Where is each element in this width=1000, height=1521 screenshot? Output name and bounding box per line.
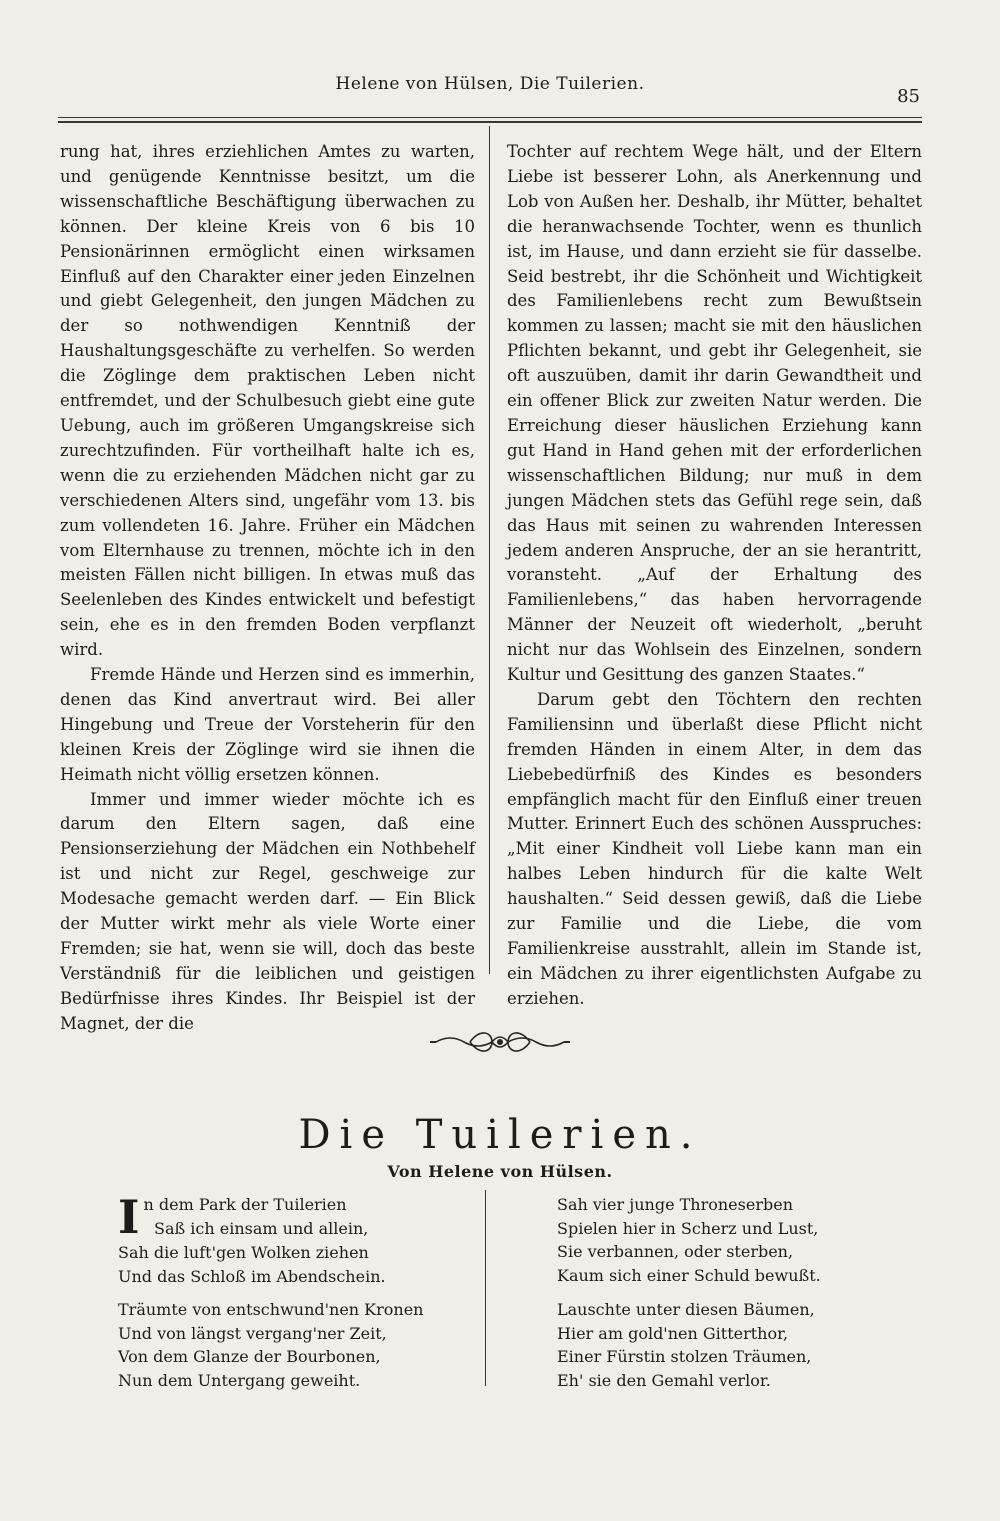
poem-line: Kaum sich einer Schuld bewußt. bbox=[557, 1265, 821, 1285]
poem-title: Die Tuilerien. bbox=[298, 1112, 702, 1158]
poem-stanza bbox=[118, 1190, 386, 1288]
poem-line: Und das Schloß im Abendschein. bbox=[118, 1266, 386, 1286]
poem-line: Sah die luft'gen Wolken ziehen bbox=[118, 1243, 369, 1262]
scroll-flourish-icon bbox=[430, 1022, 570, 1062]
poem-stanza bbox=[557, 1193, 821, 1287]
article-paragraph: Tochter auf rechtem Wege hält, und der Eltern Liebe ist besserer Lohn, als Anerkennung und Lob von Außen her. Deshalb, ihr Mütter, behaltet die heranwachsende Tochter, wenn es thunlich ist, im Hause, und dann erzieht sie für dasselbe. Seid bestrebt, ihr die Schönheit und Wichtigkeit des Familienlebens recht zum Bewußtsein kommen zu lassen; macht sie mit den häuslichen Pflichten bekannt, und gebt ihr Gelegenheit, sie oft auszuüben, damit ihr darin Gewandtheit und ein offener Blick zur zweiten Natur werden. Die Erreichung dieser häuslichen Erziehung kann gut Hand in Hand gehen mit der erforderlichen wissenschaftlichen Bildung; nur muß in dem jungen Mädchen stets das Gefühl rege sein, daß das Haus mit seinen zu wahrenden Interessen jedem anderen Anspruche, der an sie herantritt, voransteht. „Auf der Erhaltung des Familienlebens,“ das haben hervorragende Männer der Neuzeit oft wiederholt, „beruht nicht nur das Wohlsein des Einzelnen, sondern Kultur und Gesittung des ganzen Staates.“ bbox=[507, 142, 922, 685]
poem-line: Von dem Glanze der Bourbonen, bbox=[118, 1347, 381, 1366]
article-paragraph: Immer und immer wieder möchte ich es darum den Eltern sagen, daß eine Pensionserziehung der Mädchen ein Nothbehelf ist und nicht zur Regel, geschweige zur Modesache gemacht werden darf. — Ein Blick der Mutter wirkt mehr als viele Worte einer Fremden; sie hat, wenn sie will, doch das beste Verständniß für die leiblichen und geistigen Bedürfnisse ihres Kindes. Ihr Beispiel ist der Magnet, der die bbox=[60, 789, 475, 1033]
article-right-column bbox=[507, 140, 922, 1012]
poem-line: Hier am gold'nen Gitterthor, bbox=[557, 1323, 789, 1343]
page-number: 85 bbox=[897, 86, 920, 107]
running-title: Helene von Hülsen, Die Tuilerien. bbox=[335, 74, 645, 94]
article-paragraph: Darum gebt den Töchtern den rechten Familiensinn und überlaßt diese Pflicht nicht fremden Händen in einem Alter, in dem das Liebebedürfniß des Kindes es besonders empfänglich macht für den Einfluß einer treuen Mutter. Erinnert Euch des schönen Ausspruches: „Mit einer Kindheit voll Liebe kann man ein halbes Leben hindurch für die kalte Welt haushalten.“ Seid dessen gewiß, daß die Liebe zur Familie und die Liebe, die vom Familienkreise ausstrahlt, allein im Stande ist, ein Mädchen zu ihrer eigentlichsten Aufgabe zu erziehen. bbox=[507, 689, 922, 1008]
poem-line: Spielen hier in Scherz und Lust, bbox=[557, 1218, 819, 1238]
poem-stanza bbox=[557, 1298, 815, 1392]
poem-line: Nun dem Untergang geweiht. bbox=[118, 1370, 361, 1390]
header-rule-thick bbox=[58, 121, 922, 123]
header-rule-thin bbox=[58, 117, 922, 118]
drop-cap: I bbox=[118, 1190, 140, 1244]
poem-line: n dem Park der Tuilerien bbox=[143, 1195, 347, 1214]
poem-line: Sie verbannen, oder sterben, bbox=[557, 1242, 794, 1261]
article-paragraph: rung hat, ihres erziehlichen Amtes zu warten, und genügende Kenntnisse besitzt, um die wissenschaftliche Beschäftigung überwachen zu können. Der kleine Kreis von 6 bis 10 Pensionärinnen ermöglicht einen wirksamen Einfluß auf den Charakter einer jeden Einzelnen und giebt Gelegenheit, den jungen Mädchen zu der so nothwendigen Kenntniß der Haushaltungsgeschäfte zu verhelfen. So werden die Zöglinge dem praktischen Leben nicht entfremdet, und der Schulbesuch giebt eine gute Uebung, auch im größeren Umgangskreise sich zurechtzufinden. Für vortheilhaft halte ich es, wenn die zu erziehenden Mädchen nicht gar zu verschiedenen Alters sind, ungefähr vom 13. bis zum vollendeten 16. Jahre. Früher ein Mädchen vom Elternhause zu trennen, möchte ich in den meisten Fällen nicht billigen. In etwas muß das Seelenleben des Kindes entwickelt und befestigt sein, ehe es in den fremden Boden verpflanzt wird. bbox=[60, 142, 475, 660]
poem-byline: Von Helene von Hülsen. bbox=[387, 1162, 613, 1181]
column-divider bbox=[489, 126, 490, 974]
poem-line: Und von längst vergang'ner Zeit, bbox=[118, 1323, 387, 1343]
poem-line: Saß ich einsam und allein, bbox=[154, 1218, 369, 1238]
article-paragraph: Fremde Hände und Herzen sind es immerhin, denen das Kind anvertraut wird. Bei aller Hingebung und Treue der Vorsteherin für den kleinen Kreis der Zöglinge wird sie ihnen die Heimath nicht völlig ersetzen können. bbox=[60, 665, 475, 784]
poem-line: Eh' sie den Gemahl verlor. bbox=[557, 1370, 771, 1390]
poem-stanza bbox=[118, 1298, 423, 1392]
poem-column-divider bbox=[485, 1190, 486, 1386]
poem-line: Einer Fürstin stolzen Träumen, bbox=[557, 1347, 812, 1366]
article-left-column bbox=[60, 140, 475, 1037]
poem-line: Lauschte unter diesen Bäumen, bbox=[557, 1300, 815, 1319]
poem-line: Sah vier junge Throneserben bbox=[557, 1195, 793, 1214]
poem-line: Träumte von entschwund'nen Kronen bbox=[118, 1300, 424, 1319]
